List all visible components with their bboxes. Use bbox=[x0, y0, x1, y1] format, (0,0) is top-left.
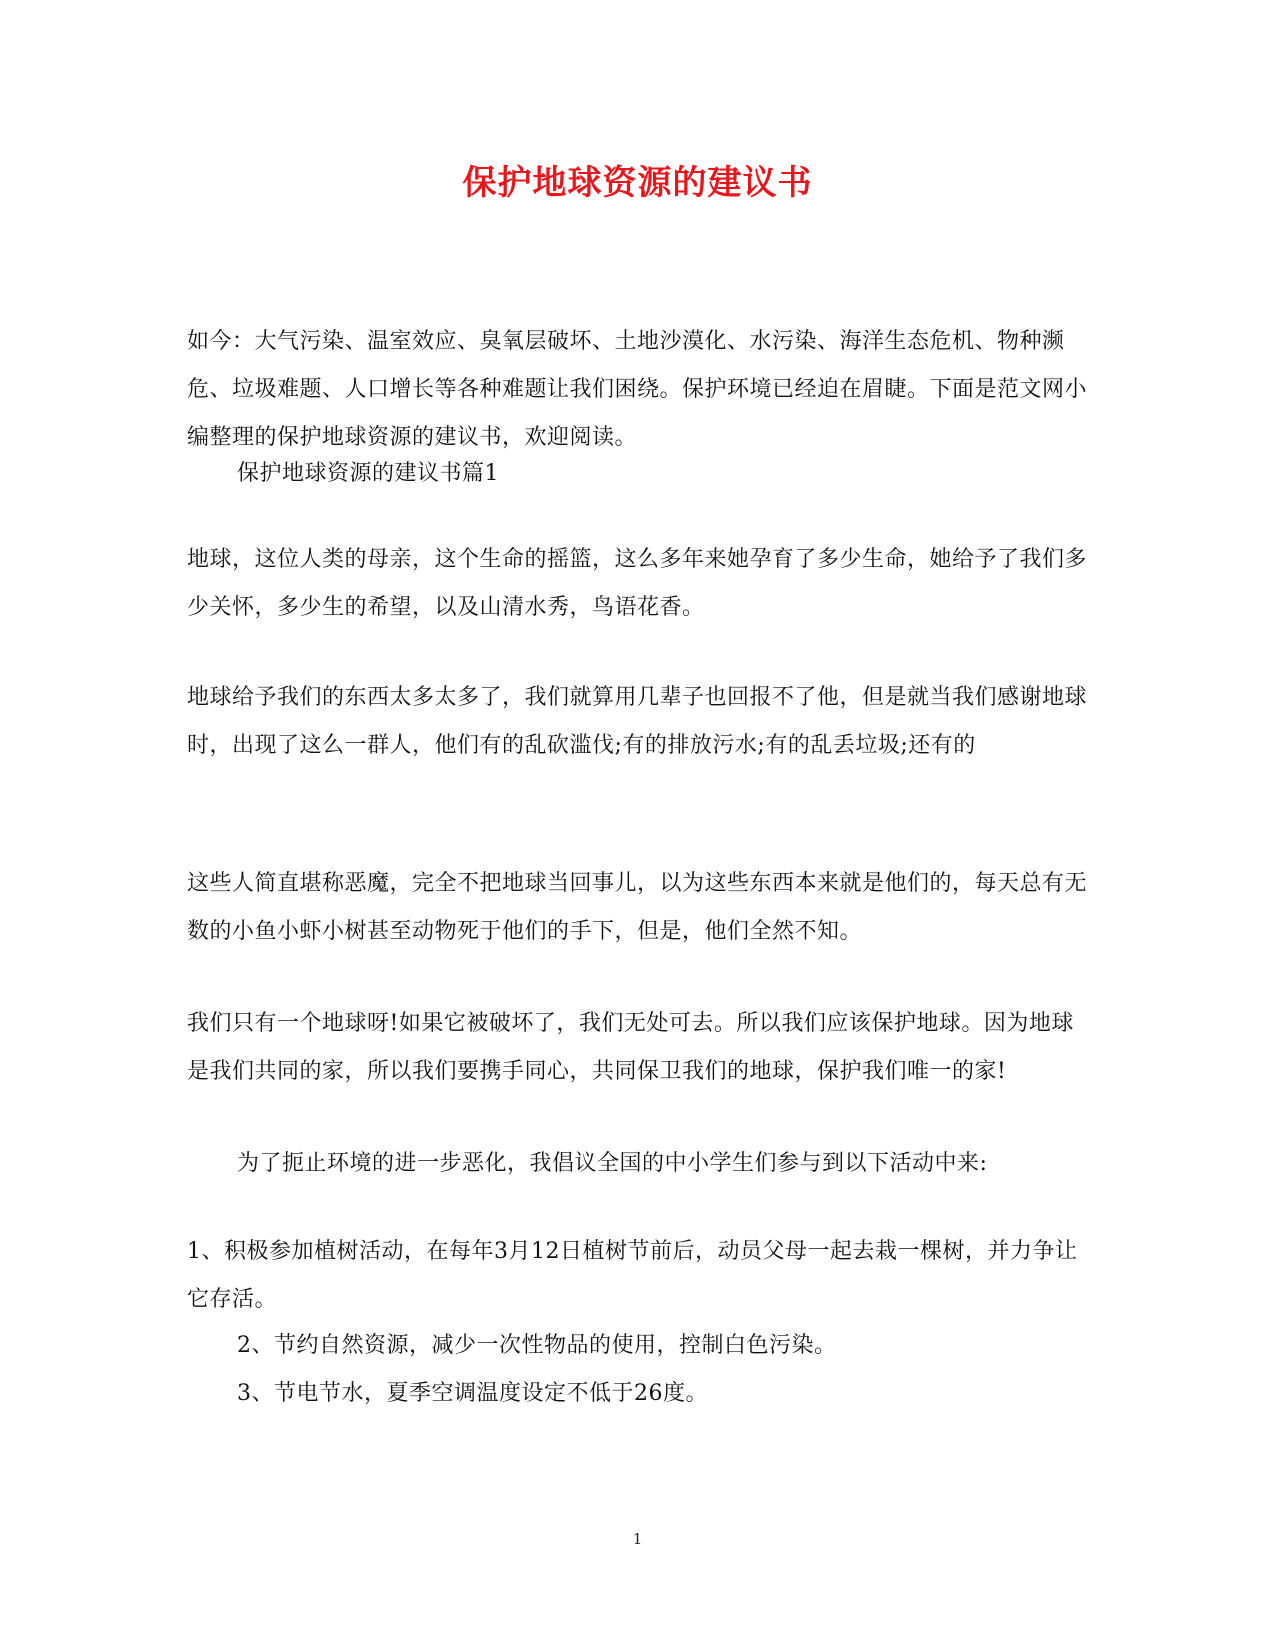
page-number: 1 bbox=[632, 1530, 643, 1548]
paragraph-demons: 这些人简直堪称恶魔，完全不把地球当回事儿，以为这些东西本来就是他们的，每天总有无数的小鱼小虾小树甚至动物死于他们的手下，但是，他们全然不知。 bbox=[187, 871, 1088, 944]
paragraph-earth-mother: 地球，这位人类的母亲，这个生命的摇篮，这么多年来她孕育了多少生命，她给予了我们多少关怀，多少生的希望，以及山清水秀，鸟语花香。 bbox=[187, 547, 1088, 620]
list-item-1: 1、积极参加植树活动，在每年3月12日植树节前后，动员父母一起去栽一棵树，并力争让它存活。 bbox=[187, 1239, 1078, 1312]
paragraph-one-earth: 我们只有一个地球呀!如果它被破坏了，我们无处可去。所以我们应该保护地球。因为地球是我们共同的家，所以我们要携手同心，共同保卫我们的地球，保护我们唯一的家! bbox=[187, 1011, 1074, 1084]
paragraph-earth-gives: 地球给予我们的东西太多太多了，我们就算用几辈子也回报不了他，但是就当我们感谢地球时，出现了这么一群人，他们有的乱砍滥伐;有的排放污水;有的乱丢垃圾;还有的 bbox=[187, 685, 1088, 758]
intro-paragraph: 如今：大气污染、温室效应、臭氧层破坏、土地沙漠化、水污染、海洋生态危机、物种濒危、垃圾难题、人口增长等各种难题让我们困绕。保护环境已经迫在眉睫。下面是范文网小编整理的保护地球资源的建议书，欢迎阅读。 bbox=[187, 329, 1088, 450]
list-item-3: 3、节电节水，夏季空调温度设定不低于26度。 bbox=[237, 1381, 708, 1406]
document-title: 保护地球资源的建议书 bbox=[462, 163, 813, 203]
section-heading: 保护地球资源的建议书篇1 bbox=[237, 461, 499, 486]
list-item-2: 2、节约自然资源，减少一次性物品的使用，控制白色污染。 bbox=[237, 1333, 837, 1358]
paragraph-proposal: 为了扼止环境的进一步恶化，我倡议全国的中小学生们参与到以下活动中来: bbox=[237, 1151, 988, 1176]
